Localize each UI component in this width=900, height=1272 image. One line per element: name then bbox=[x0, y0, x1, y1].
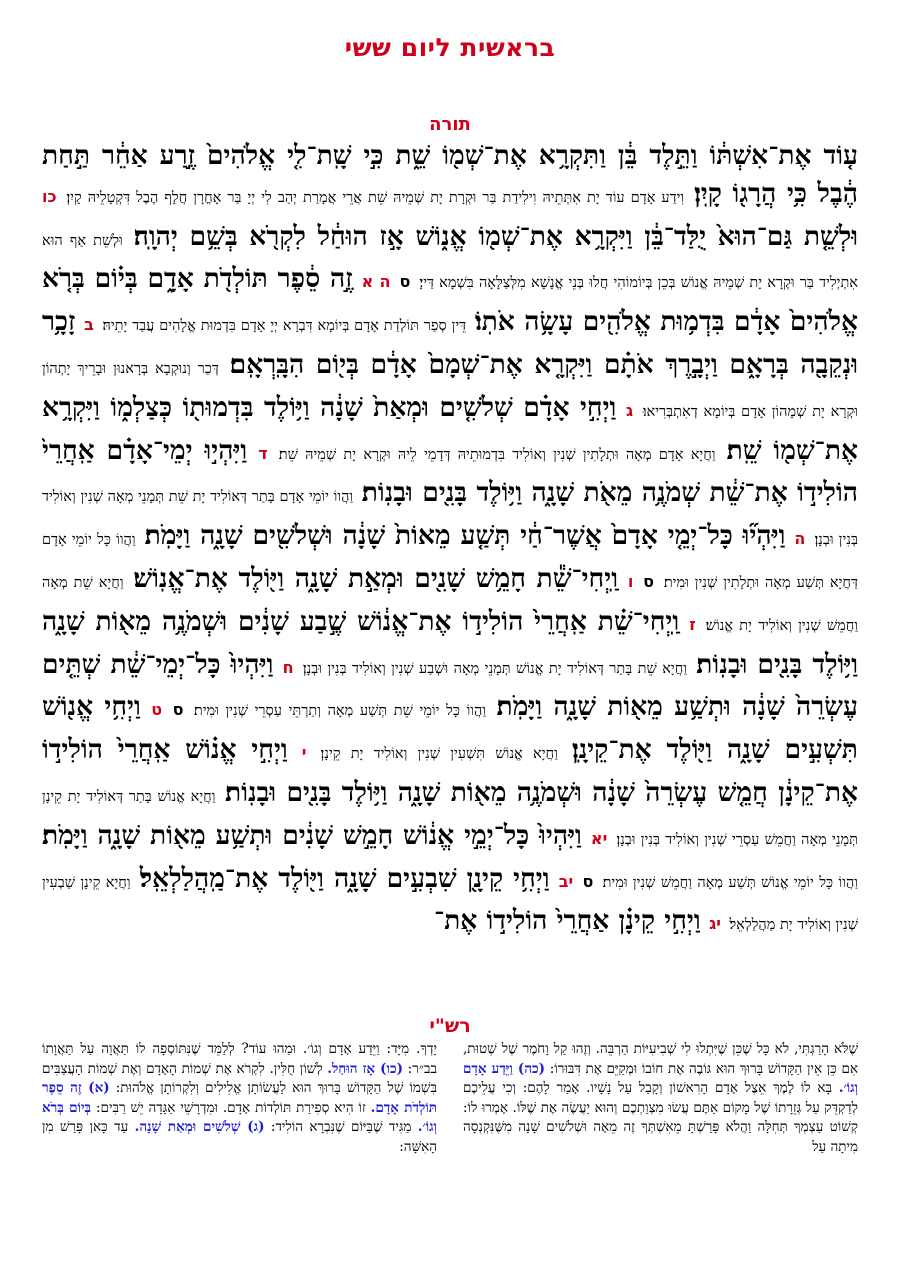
rashi-text: לְשׁוֹן חֻלִּין. לִקְרֹא אֶת שְׁמוֹת הָאָדָם וְאֶת שְׁמוֹת הָעֲצַבִּים בִּשְׁמוֹ שֶׁל הַקָּדוֹשׁ בָּרוּךְ הוּא לַעֲשׂוֹתָן אֱלִילִים וְלִקְרוֹתָן אֱלֹהוּת: bbox=[42, 1060, 437, 1097]
rashi-column-right bbox=[463, 1040, 858, 1220]
targum-text: דֵּין סְפַר תּוֹלְדַת אָדָם בְּיוֹמָא דִּבְרָא יְיָ אָדָם בִּדְמוּת אֱלָהִים עֲבַד יָתֵיהּ׃ bbox=[102, 318, 467, 335]
targum-text: וּלְשֵׁת אַף הוּא אִתְיְלִיד בַּר וּקְרָא יָת שְׁמֵיהּ אֱנוֹשׁ בְּכֵן בְּיוֹמוֹהִי חֲלוּ בְּנֵי אֱנָשָׁא מִלְּצַלָּאָה בִּשְׁמָא דַּייָ׃ bbox=[42, 232, 858, 292]
verse-text: וַֽיְחִי־שֵׁ֕ת חָמֵ֥שׁ שָׁנִ֖ים וּמְאַ֣ת שָׁנָ֑ה וַיּ֖וֹלֶד אֶת־אֱנֽוֹשׁ׃ bbox=[133, 562, 618, 594]
targum-text: וַחֲיָא אֱנוֹשׁ תִּשְׁעִין שְׁנִין וְאוֹלִיד יָת קֵינָן׃ bbox=[320, 746, 558, 763]
section-mark: ס bbox=[582, 871, 594, 891]
targum-text: וַחֲיָא אָדָם מְאָה וּתְלָתִין שְׁנִין וְאוֹלִיד בִּדְמוּתֵיהּ דְּדָמֵי לֵיהּ וּקְרָא יָת שְׁמֵיהּ שֵׁת׃ bbox=[278, 446, 716, 463]
verse-number: ד bbox=[258, 443, 268, 463]
verse-number: יב bbox=[558, 871, 574, 891]
torah-section-title: תורה bbox=[429, 114, 471, 135]
targum-text: וַהֲווֹ כָּל יוֹמֵי אָדָם דַּחֲיָא תְּשַׁע מְאָה וּתְלָתִין שְׁנִין וּמִית׃ bbox=[42, 532, 858, 591]
verse-text: וַיִּהְי֞וּ כָּל־יְמֵ֤י אָדָם֙ אֲשֶׁר־חַ֔י תְּשַׁ֤ע מֵאוֹת֙ שָׁנָ֔ה וּשְׁלֹשִׁ֖ים שָׁנָ֑ה וַיָּמֹֽת׃ bbox=[144, 520, 786, 552]
rashi-text: בָּא לוֹ לֶמֶךְ אֵצֶל אָדָם הָרִאשׁוֹן וְקָבַל עַל נָשָׁיו. אָמַר לָהֶם: וְכִי עֲלֵיכֶם לְדַקְדֵּק עַל גְּזֵרָתוֹ שֶׁל מָקוֹם אַתֶּם עֲשׂוּ מִצְוַתְכֶם וְהוּא יַעֲשֶׂה אֶת שֶׁלּוֹ. אָמְרוּ לוֹ: קְשׁוֹט עַצְמְךָ תְּחִלָּה וַהֲלֹא פָּרַשְׁתָּ מֵאִשְׁתְּךָ זֶה מֵאָה וּשְׁלֹשִׁים שָׁנָה מִשֶּׁנִּקְנְסָה מִיתָה עַל bbox=[463, 1080, 858, 1155]
rashi-heading: (א) זֶה סֵפֶר תּוֹלְדֹת אָדָם. bbox=[42, 1080, 438, 1116]
verse-number: ה bbox=[794, 529, 806, 549]
page-title: בראשית ליום ששי bbox=[344, 33, 556, 62]
targum-text: וַחֲיָא אֱנוֹשׁ בָּתַר דְּאוֹלִיד יָת קֵינָן תְּמָנֵי מְאָה וַחֲמֵשׁ עַסְרֵי שְׁנִין וְאוֹלִיד בְּנִין וּבְנָן׃ bbox=[42, 788, 858, 848]
verse-text: וַיְחִ֣י קֵינָ֗ן אַחֲרֵי֙ הוֹלִיד֣וֹ אֶת־ bbox=[433, 905, 701, 937]
verse-text: וַֽיְחִי־שֵׁ֗ת אַֽחֲרֵי֙ הוֹלִיד֣וֹ אֶת־אֱנ֔וֹשׁ שֶׁ֣בַע שָׁנִ֔ים וּשְׁמֹנֶ֥ה מֵא֖וֹת שָׁנָ֑ה וַיּ֥וֹלֶד בָּנִ֖ים וּבָנֽוֹת׃ bbox=[42, 605, 858, 680]
rashi-heading: (כו) אָז הוּחַל. bbox=[327, 1060, 403, 1077]
verse-text: וַיְחִ֣י אֱנ֗וֹשׁ אַֽחֲרֵי֙ הוֹלִיד֣וֹ אֶת־קֵינָ֔ן חֲמֵ֤שׁ עֶשְׂרֵה֙ שָׁנָ֔ה וּשְׁמֹנֶ֥ה מֵא֖וֹת שָׁנָ֑ה וַיּ֥וֹלֶד בָּנִ֖ים וּבָנֽוֹת׃ bbox=[42, 734, 858, 808]
verse-text: וּלְשֵׁ֤ת גַּם־הוּא֙ יֻלַּד־בֵּ֔ן וַיִּקְרָ֥א אֶת־שְׁמ֖וֹ אֱנ֑וֹשׁ אָ֣ז הוּחַ֔ל לִקְרֹ֖א בְּשֵׁ֥ם יְהוָֽה׃ bbox=[133, 220, 858, 252]
rashi-text: מַגִּיד שֶׁבַּיּוֹם שֶׁנִּבְרָא הוֹלִיד: bbox=[264, 1119, 418, 1136]
targum-text: וַחֲיָא שֵׁת בָּתַר דְּאוֹלִיד יָת אֱנוֹשׁ תְּמָנֵי מְאָה וּשְׁבַע שְׁנִין וְאוֹלִיד בְּנִין וּבְנָן׃ bbox=[302, 660, 688, 677]
verse-number: ב bbox=[84, 315, 94, 335]
targum-text: וַהֲווֹ כָּל יוֹמֵי אֱנוֹשׁ תְּשַׁע מְאָה וַחֲמֵשׁ שְׁנִין וּמִית׃ bbox=[602, 874, 858, 891]
verse-number: ג bbox=[626, 400, 634, 420]
verse-text: ע֤וֹד אֶת־אִשְׁתּ֔וֹ וַתֵּ֣לֶד בֵּ֔ן וַתִּקְרָ֥א אֶת־שְׁמ֖וֹ שֵׁ֑ת כִּ֣י שָֽׁת־לִ֤י אֱלֹהִים֙ זֶ֣רַע אַחֵ֔ר תַּ֣חַת הֶ֔בֶל כִּ֥י הֲרָג֖וֹ קָֽיִן׃ bbox=[42, 140, 858, 209]
rashi-commentary bbox=[42, 1040, 858, 1220]
rashi-text: עַד כָּאן פָּרַשׁ מִן הָאִשָּׁה: bbox=[42, 1119, 437, 1155]
section-mark: ס bbox=[172, 700, 184, 720]
verse-text: וַיְחִ֥י קֵינָ֖ן שִׁבְעִ֣ים שָׁנָ֑ה וַיּ֖וֹלֶד אֶת־מַֽהֲלַלְאֵֽל׃ bbox=[139, 862, 550, 894]
verse-text: זָכָ֥ר וּנְקֵבָ֖ה בְּרָאָ֑ם וַיְבָ֣רֶךְ אֹתָ֗ם וַיִּקְרָ֤א אֶת־שְׁמָם֙ אָדָ֔ם בְּי֖וֹם הִבָּֽרְאָֽם׃ bbox=[42, 306, 858, 380]
rashi-heading: (ג) שְׁלֹשִׁים וּמְאַת שָׁנָה. bbox=[134, 1119, 265, 1136]
verse-number: ח bbox=[282, 657, 294, 677]
rashi-text: יָדְךָ. מִיָּד: וַיֵּדַע אָדָם וְגוֹ׳. וּמַהוּ עוֹד? לְלַמֵּד שֶׁנִּתּוֹסְפָה לוֹ תַּאֲוָה עַל תַּאֲוָתוֹ בב״ר: bbox=[42, 1041, 437, 1077]
verse-number: יג bbox=[709, 914, 721, 934]
rashi-heading: (כה) וַיֵּדַע אָדָם וְגוֹ׳. bbox=[463, 1060, 858, 1097]
section-mark: ס bbox=[643, 571, 655, 591]
rashi-text: זוֹ הִיא סְפִירַת תּוֹלְדוֹת אָדָם. וּמִדְרָשֵׁי אַגָּדָה יֵשׁ רַבִּים: bbox=[91, 1099, 371, 1116]
rashi-section-title: רש"י bbox=[429, 1015, 471, 1037]
rashi-heading: בְּיוֹם בְּרֹא וְגוֹ׳. bbox=[42, 1099, 437, 1136]
targum-text: וִידַע אָדָם עוֹד יָת אִתְּתֵיהּ וִילִידַת בַּר וּקְרָת יָת שְׁמֵיהּ שֵׁת אֲרֵי אֲמָרַת יְהַב לִי יְיָ בַּר אָחֳרָן חֲלָף הֶבֶל דִּקְטָלֵיהּ קָיִן׃ bbox=[66, 189, 685, 206]
verse-text: וַיִּהְי֣וּ יְמֵי־אָדָ֗ם אַֽחֲרֵי֙ הוֹלִיד֣וֹ אֶת־שֵׁ֔ת שְׁמֹנֶ֥ה מֵאֹ֖ת שָׁנָ֑ה וַיּ֥וֹלֶד בָּנִ֖ים וּבָנֽוֹת׃ bbox=[42, 434, 858, 509]
verse-text: וַיְחִ֣י אָדָ֗ם שְׁלֹשִׁ֤ים וּמְאַת֙ שָׁנָ֔ה וַיּ֥וֹלֶד בִּדְמוּת֖וֹ כְּצַלְמ֑וֹ וַיִּקְרָ֥א אֶת־שְׁמ֖וֹ שֵֽׁת׃ bbox=[42, 391, 858, 466]
targum-text: וַהֲווֹ יוֹמֵי אָדָם בָּתַר דְּאוֹלִיד יָת שֵׁת תְּמָנֵי מְאָה שְׁנִין וְאוֹלִיד בְּנִין וּבְנָן׃ bbox=[42, 489, 858, 549]
verse-text: וַיִּהְיוּ֙ כָּל־יְמֵ֣י אֱנ֔וֹשׁ חָמֵ֣שׁ שָׁנִ֔ים וּתְשַׁ֥ע מֵא֖וֹת שָׁנָ֑ה וַיָּמֹֽת׃ bbox=[42, 819, 582, 851]
targum-text: וַחֲיָא קֵינָן שַׁבְעִין שְׁנִין וְאוֹלִיד יָת מַהֲלַלְאֵל׃ bbox=[42, 874, 858, 934]
verse-text: וַיְחִ֥י אֱנ֖וֹשׁ תִּשְׁעִ֣ים שָׁנָ֑ה וַיּ֖וֹלֶד אֶת־קֵינָֽן׃ bbox=[42, 691, 858, 766]
verse-number: י bbox=[301, 743, 307, 763]
verse-number: ה א bbox=[361, 272, 391, 292]
rashi-column-left bbox=[42, 1040, 437, 1220]
verse-number: יא bbox=[590, 828, 608, 848]
torah-text-body bbox=[42, 137, 858, 999]
verse-number: ו bbox=[627, 571, 634, 591]
verse-text: זֶ֣ה סֵ֔פֶר תּוֹלְדֹ֖ת אָדָ֑ם בְּי֗וֹם בְּרֹ֤א אֱלֹהִים֙ אָדָ֔ם בִּדְמ֥וּת אֱלֹהִ֖ים עָשָׂ֥ה אֹתֽוֹ׃ bbox=[42, 263, 858, 338]
targum-text: וַהֲווֹ כָּל יוֹמֵי שֵׁת תְּשַׁע מְאָה וְתַרְתֵּי עַסְרֵי שְׁנִין וּמִית׃ bbox=[193, 703, 487, 720]
verse-number: כו bbox=[42, 186, 57, 206]
verse-text: וַיִּהְיוּ֙ כָּל־יְמֵי־שֵׁ֔ת שְׁתֵּ֤ים עֶשְׂרֵה֙ שָׁנָ֔ה וּתְשַׁ֥ע מֵא֖וֹת שָׁנָ֑ה וַיָּמֹֽת׃ bbox=[42, 648, 858, 723]
section-mark: ס bbox=[399, 272, 411, 292]
rashi-text: שֶׁלֹּא הָרַגְתִּי, לֹא כָּל שֶׁכֵּן שֶׁיִּתְלוּ לִי שְׁבִיעִיּוֹת הַרְבֵּה. וְזֶהוּ קַל וָחֹמֶר שֶׁל שְׁטוּת, אִם כֵּן אֵין הַקָּדוֹשׁ בָּרוּךְ הוּא גּוֹבֶה אֶת חוֹבוֹ וּמְקַיֵּם אֶת דִּבּוּרוֹ: bbox=[463, 1041, 858, 1077]
verse-number: ט bbox=[151, 700, 163, 720]
targum-text: דְּכַר וְנוּקְבָא בְּרָאנוּן וּבָרֵיךְ יָתְהוֹן וּקְרָא יָת שְׁמָהוֹן אָדָם בְּיוֹמָא דְאִתְבְּרִיאוּ׃ bbox=[42, 360, 858, 420]
verse-number: ז bbox=[689, 614, 696, 634]
targum-text: וַחֲיָא שֵׁת מְאָה וַחֲמֵשׁ שְׁנִין וְאוֹלִיד יָת אֱנוֹשׁ׃ bbox=[42, 574, 858, 634]
